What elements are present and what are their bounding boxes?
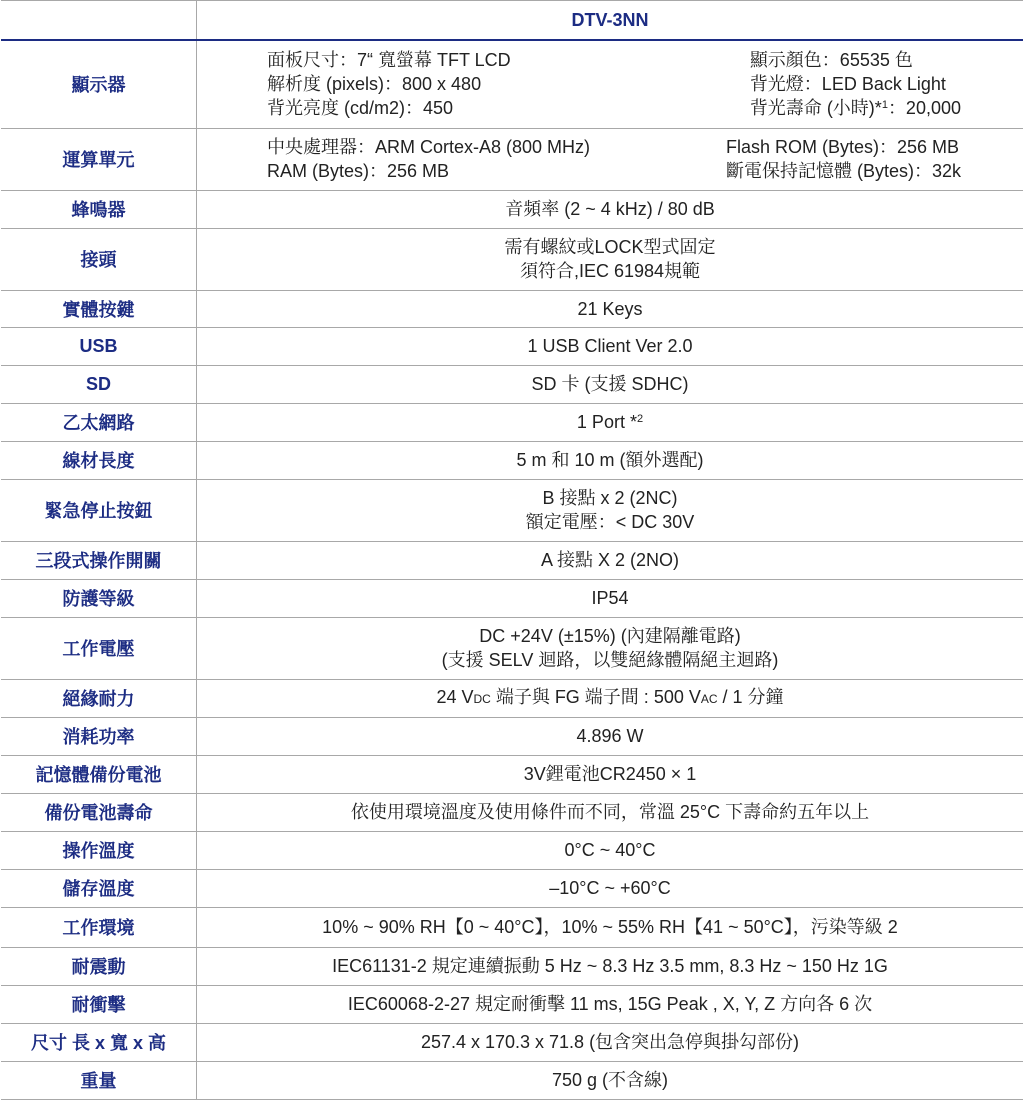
row-value-protection: IP54 [197, 579, 1024, 617]
table-row [1, 190, 1023, 228]
row-value-battery: 3V鋰電池CR2450 × 1 [197, 755, 1024, 793]
spec-line: (支援 SELV 迴路，以雙絕緣體隔絕主迴路) [441, 650, 779, 670]
insulation-part: / 1 分鐘 [717, 687, 784, 707]
row-label-environment: 工作環境 [1, 907, 197, 947]
row-label-voltage: 工作電壓 [1, 617, 197, 679]
table-row [1, 327, 1023, 365]
row-value-connector [197, 228, 1024, 290]
row-label-op-temp: 操作溫度 [1, 831, 197, 869]
ethernet-value: 1 Port * [576, 412, 637, 432]
table-row [1, 617, 1023, 679]
row-value-vibration: IEC61131-2 規定連續振動 5 Hz ~ 8.3 Hz 3.5 mm, 8.3 Hz ~ 150 Hz 1G [197, 947, 1024, 985]
row-label-ethernet: 乙太網路 [1, 403, 197, 441]
row-label-usb: USB [1, 327, 197, 365]
row-label-sd: SD [1, 365, 197, 403]
model-name: DTV-3NN [197, 1, 1024, 41]
row-label-cpu: 運算單元 [1, 128, 197, 190]
spec-line: 須符合,IEC 61984規範 [519, 261, 701, 281]
table-row [1, 947, 1023, 985]
spec-line: 中央處理器：ARM Cortex-A8 (800 MHz) [267, 137, 591, 157]
table-row [1, 717, 1023, 755]
row-value-cable: 5 m 和 10 m (額外選配) [197, 441, 1024, 479]
row-value-cpu [197, 128, 1024, 190]
spec-line: 面板尺寸：7“ 寬螢幕 TFT LCD [267, 50, 511, 71]
subscript-ac: AC [700, 692, 718, 706]
footnote-marker: 2 [636, 413, 644, 425]
row-value-shock: IEC60068-2-27 規定耐衝擊 11 ms, 15G Peak , X, Y, Z 方向各 6 次 [197, 985, 1024, 1023]
row-value-insulation [197, 679, 1024, 717]
cpu-right-col [726, 135, 961, 183]
table-row [1, 403, 1023, 441]
table-row [1, 541, 1023, 579]
row-label-connector: 接頭 [1, 228, 197, 290]
table-row [1, 228, 1023, 290]
table-row [1, 869, 1023, 907]
table-row [1, 479, 1023, 541]
row-label-battery-life: 備份電池壽命 [1, 793, 197, 831]
table-row [1, 679, 1023, 717]
spec-line: 需有螺紋或LOCK型式固定 [504, 237, 716, 257]
spec-line: B 接點 x 2 (2NC) [542, 488, 678, 508]
table-row [1, 441, 1023, 479]
table-row [1, 1023, 1023, 1061]
row-value-op-temp: 0°C ~ 40°C [197, 831, 1024, 869]
row-label-power: 消耗功率 [1, 717, 197, 755]
footnote-marker: 1 [881, 99, 888, 112]
table-row [1, 985, 1023, 1023]
insulation-part: 24 V [436, 687, 474, 707]
spec-line: 額定電壓：< DC 30V [525, 512, 695, 532]
row-value-ethernet [197, 403, 1024, 441]
display-left-col [267, 48, 511, 120]
backlight-life-line [750, 96, 961, 120]
table-header-row [1, 1, 1023, 41]
spec-line: Flash ROM (Bytes)：256 MB [725, 137, 960, 157]
table-row [1, 365, 1023, 403]
spec-line: 解析度 (pixels)：800 x 480 [267, 74, 482, 95]
table-row [1, 1061, 1023, 1099]
row-value-battery-life: 依使用環境溫度及使用條件而不同，常溫 25°C 下壽命約五年以上 [197, 793, 1024, 831]
row-label-shock: 耐衝擊 [1, 985, 197, 1023]
row-label-battery: 記憶體備份電池 [1, 755, 197, 793]
row-value-sd: SD 卡 (支援 SDHC) [197, 365, 1024, 403]
row-label-estop: 緊急停止按鈕 [1, 479, 197, 541]
insulation-part: 端子與 FG 端子間 : 500 V [490, 687, 701, 707]
spec-line: 背光燈：LED Back Light [749, 74, 946, 95]
table-row [1, 579, 1023, 617]
row-label-cable: 線材長度 [1, 441, 197, 479]
display-right-col [750, 48, 961, 120]
row-label-insulation: 絕緣耐力 [1, 679, 197, 717]
spec-line: 顯示顏色：65535 色 [749, 50, 913, 71]
row-value-dimension: 257.4 x 170.3 x 71.8 (包含突出急停與掛勾部份) [197, 1023, 1024, 1061]
table-row [1, 831, 1023, 869]
row-label-buzzer: 蜂鳴器 [1, 190, 197, 228]
backlight-life-text: 背光壽命 (小時)* [749, 98, 882, 119]
spec-table [1, 0, 1023, 1100]
row-label-protection: 防護等級 [1, 579, 197, 617]
spec-line: 斷電保持記憶體 (Bytes)：32k [725, 161, 961, 181]
spec-line: RAM (Bytes)：256 MB [267, 161, 450, 181]
row-value-voltage [197, 617, 1024, 679]
row-value-weight: 750 g (不含線) [197, 1061, 1024, 1099]
table-row [1, 755, 1023, 793]
table-row [1, 793, 1023, 831]
backlight-life-value: ：20,000 [887, 98, 961, 119]
table-row [1, 128, 1023, 190]
row-label-display: 顯示器 [1, 40, 197, 128]
row-value-switch3: A 接點 X 2 (2NO) [197, 541, 1024, 579]
spec-line: 背光亮度 (cd/m2)：450 [267, 98, 454, 119]
row-value-power: 4.896 W [197, 717, 1024, 755]
row-label-switch3: 三段式操作開關 [1, 541, 197, 579]
subscript-dc: DC [473, 692, 491, 706]
row-label-storage-temp: 儲存溫度 [1, 869, 197, 907]
row-label-keys: 實體按鍵 [1, 290, 197, 327]
row-value-estop [197, 479, 1024, 541]
row-value-environment: 10% ~ 90% RH【0 ~ 40°C】，10% ~ 55% RH【41 ~ 50°C】，污染等級 2 [197, 907, 1024, 947]
table-row [1, 290, 1023, 327]
row-value-display [197, 40, 1024, 128]
table-row [1, 907, 1023, 947]
spec-line: DC +24V (±15%) (內建隔離電路) [479, 626, 741, 646]
table-row [1, 40, 1023, 128]
row-value-usb: 1 USB Client Ver 2.0 [197, 327, 1024, 365]
cpu-left-col [267, 135, 590, 183]
row-value-buzzer: 音頻率 (2 ~ 4 kHz) / 80 dB [197, 190, 1024, 228]
row-label-vibration: 耐震動 [1, 947, 197, 985]
row-label-weight: 重量 [1, 1061, 197, 1099]
row-value-storage-temp: –10°C ~ +60°C [197, 869, 1024, 907]
row-value-keys: 21 Keys [197, 290, 1024, 327]
header-blank-cell [1, 1, 197, 41]
row-label-dimension: 尺寸 長 x 寬 x 高 [1, 1023, 197, 1061]
